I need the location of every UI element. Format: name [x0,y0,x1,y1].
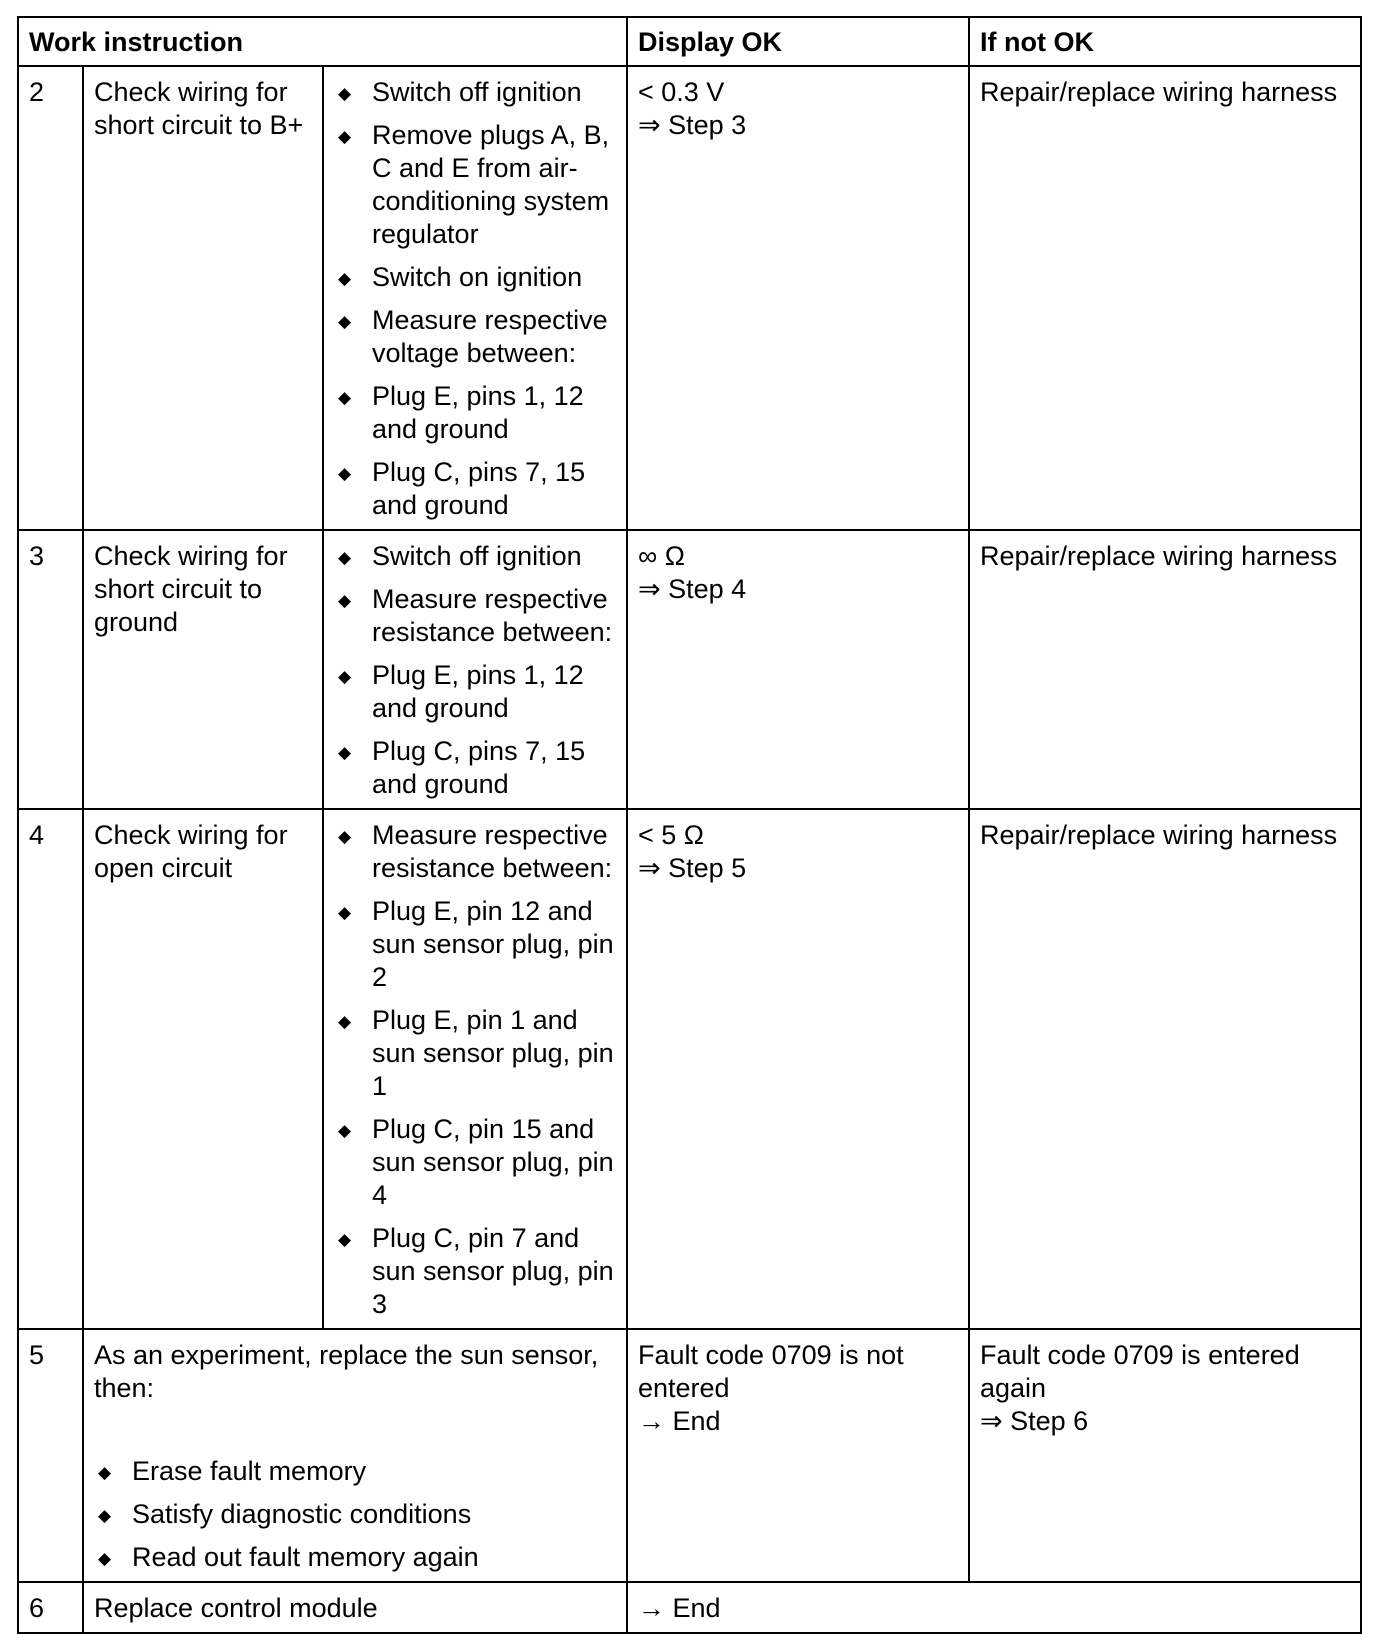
work-instruction-table [17,16,1362,1634]
list-item: ◆ Satisfy diagnostic conditions [94,1498,616,1531]
list-item: ◆ Plug E, pins 1, 12 and ground [334,380,616,446]
step-number: 4 [18,809,83,1329]
if-not-ok-action: Repair/replace wiring harness [980,541,1338,571]
instruction-text: As an experiment, replace the sun sensor, then: [94,1340,599,1403]
if-not-ok-action: Repair/replace wiring harness [980,820,1338,850]
list-item: ◆ Plug C, pins 7, 15 and ground [334,735,616,801]
list-item: ◆ Plug E, pin 1 and sun sensor plug, pin 1 [334,1004,616,1103]
list-item: ◆ Plug E, pin 12 and sun sensor plug, pin 2 [334,895,616,994]
list-item: ◆ Measure respective resistance between: [334,819,616,885]
list-item: ◆ Plug C, pin 7 and sun sensor plug, pin 3 [334,1222,616,1321]
check-description: Check wiring for short circuit to B+ [83,66,323,530]
instruction-list [334,76,616,522]
instruction-list [94,1455,616,1574]
header-if-not-ok: If not OK [969,17,1361,66]
list-item: ◆ Read out fault memory again [94,1541,616,1574]
instruction-list [334,819,616,1321]
display-ok-cell [627,1329,969,1582]
instruction-list-cell [323,809,627,1329]
table-row [18,809,1361,1329]
list-item: ◆ Switch off ignition [334,76,616,109]
list-item: ◆ Measure respective voltage between: [334,304,616,370]
if-not-ok-cell [969,1329,1361,1582]
list-item: ◆ Switch on ignition [334,261,616,294]
if-not-ok-action: Repair/replace wiring harness [980,77,1338,107]
spacer [94,1405,616,1455]
instruction-list-cell [323,66,627,530]
table-row [18,1582,1361,1633]
instruction-text: Replace control module [83,1582,627,1633]
table-row [18,530,1361,809]
display-ok-next-step: ⇒ Step 3 [638,110,747,140]
if-not-ok-action: Fault code 0709 is entered again [980,1340,1300,1403]
list-item: ◆ Plug C, pin 15 and sun sensor plug, pin 4 [334,1113,616,1212]
list-item: ◆ Plug C, pins 7, 15 and ground [334,456,616,522]
step-number: 3 [18,530,83,809]
list-item: ◆ Erase fault memory [94,1455,616,1488]
step-number: 6 [18,1582,83,1633]
display-ok-next-step: ⇒ Step 5 [638,853,747,883]
display-ok-cell: → End [627,1582,1361,1633]
header-work-instruction: Work instruction [18,17,627,66]
step-number: 5 [18,1329,83,1582]
if-not-ok-next-step: ⇒ Step 6 [980,1406,1089,1436]
display-ok-value: ∞ Ω [638,541,685,571]
list-item: ◆ Switch off ignition [334,540,616,573]
display-ok-value: < 0.3 V [638,77,725,107]
check-description: Check wiring for short circuit to ground [83,530,323,809]
list-item: ◆ Remove plugs A, B, C and E from air-conditioning system regulator [334,119,616,251]
display-ok-cell [627,530,969,809]
header-display-ok: Display OK [627,17,969,66]
list-item: ◆ Measure respective resistance between: [334,583,616,649]
instruction-list [334,540,616,801]
instruction-list-cell [323,530,627,809]
if-not-ok-cell [969,66,1361,530]
instruction-cell [83,1329,627,1582]
list-item: ◆ Plug E, pins 1, 12 and ground [334,659,616,725]
step-number: 2 [18,66,83,530]
check-description: Check wiring for open circuit [83,809,323,1329]
display-ok-cell [627,809,969,1329]
display-ok-next-step: ⇒ Step 4 [638,574,747,604]
if-not-ok-cell [969,530,1361,809]
display-ok-value: Fault code 0709 is not entered [638,1340,904,1403]
display-ok-value: < 5 Ω [638,820,704,850]
header-row [18,17,1361,66]
table-row [18,66,1361,530]
table-row [18,1329,1361,1582]
display-ok-cell [627,66,969,530]
display-ok-next-step: → End [638,1406,721,1436]
if-not-ok-cell [969,809,1361,1329]
